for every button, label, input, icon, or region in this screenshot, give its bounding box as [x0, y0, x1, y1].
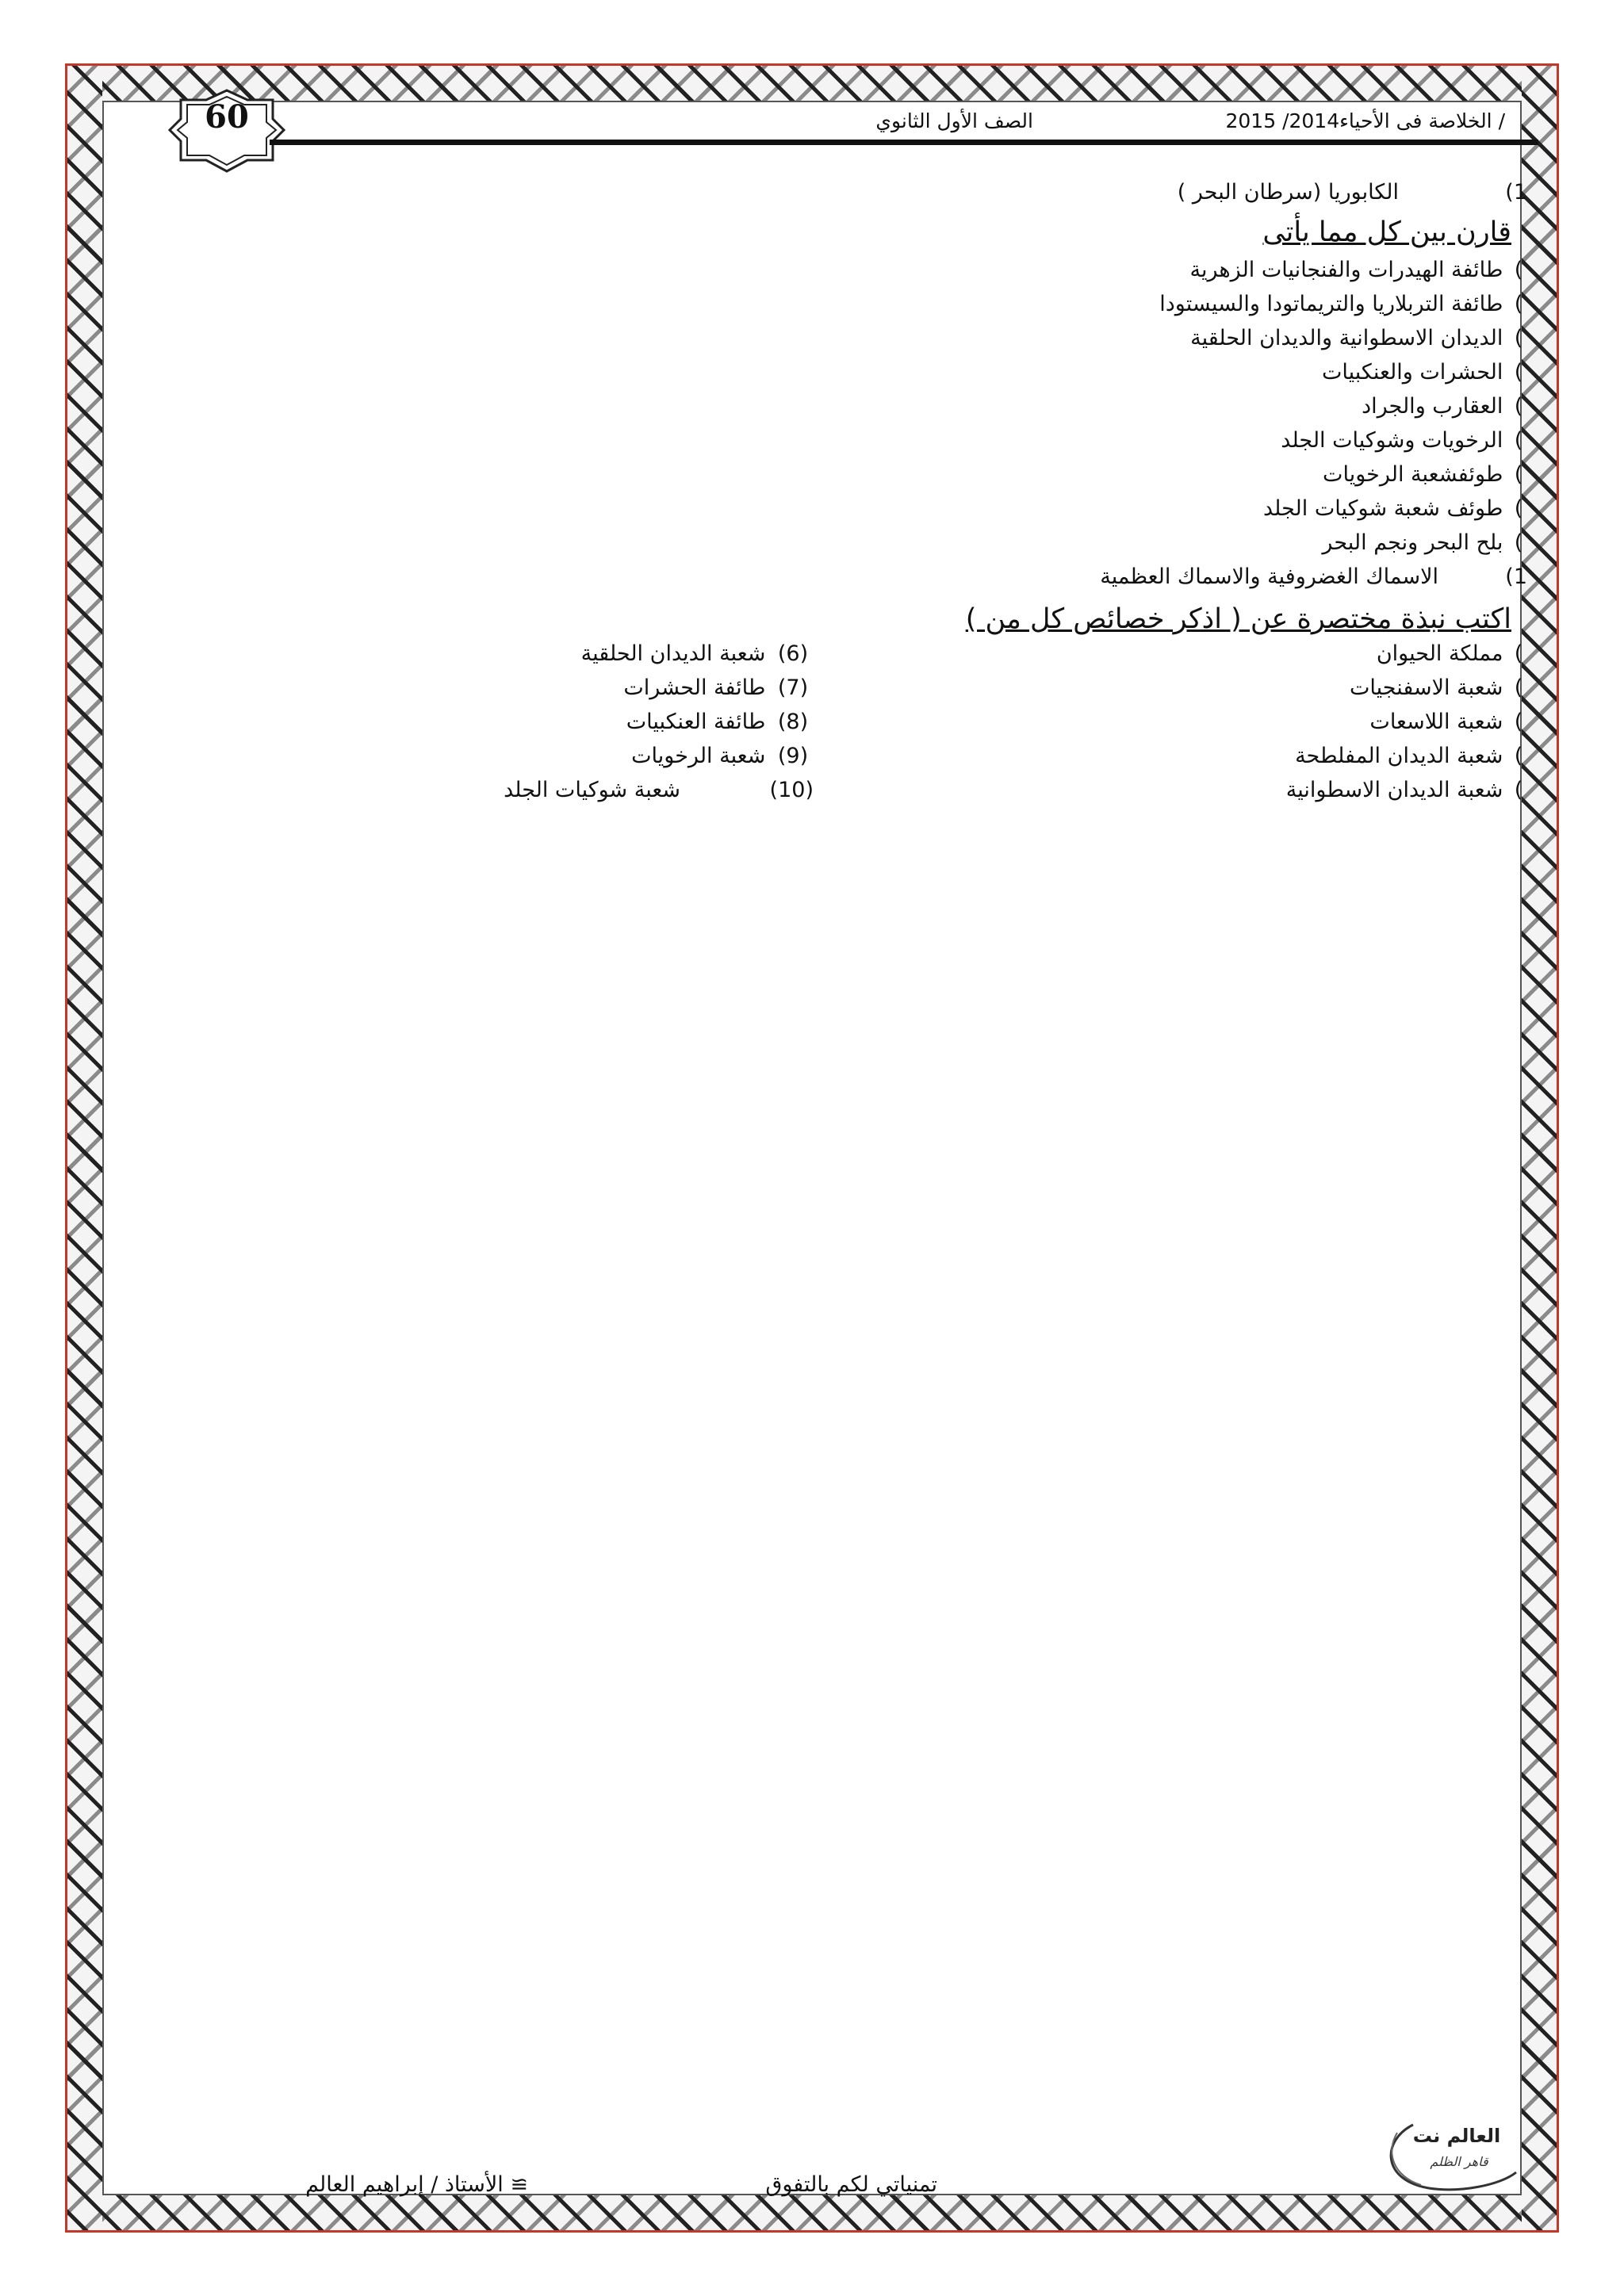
seal-line-2: قاهر الظلم: [1430, 2154, 1488, 2169]
brief-item: ) شعبة الاسفنجيات: [1350, 675, 1523, 700]
grade-label: الصف الأول الثانوي: [875, 109, 1033, 132]
seal-swoosh-icon: [1365, 2109, 1524, 2196]
compare-item: ) طوئف شعبة شوكيات الجلد: [1263, 496, 1523, 521]
page-content-area: [102, 101, 1522, 2195]
item-text: الكابوريا (سرطان البحر ): [1177, 180, 1399, 205]
compare-item: ) طائفة التربلاريا والتريماتودا والسيستودا: [1159, 292, 1523, 316]
page-number-badge: [168, 89, 285, 155]
document-title: / الخلاصة فى الأحياء2014/ 2015: [1225, 109, 1505, 132]
seal-logo: [1365, 2109, 1524, 2196]
brief-item: ) شعبة الديدان الاسطوانية: [1285, 778, 1523, 802]
item-number: 1): [1505, 180, 1527, 205]
decorative-border-right: [1522, 66, 1557, 2230]
brief-item: ) مملكة الحيوان: [1376, 641, 1523, 666]
compare-heading: قارن بين كل مما يأتى: [1262, 216, 1511, 248]
seal-line-1: العالم نت: [1412, 2125, 1501, 2147]
brief-item: ) شعبة اللاسعات: [1369, 710, 1523, 734]
crab-item: [1178, 178, 1527, 208]
item-number: 1): [1505, 564, 1527, 589]
brief-item-numbered: (6) شعبة الديدان الحلقية: [580, 641, 809, 666]
brief-heading: اكتب نبذة مختصرة عن ( اذكر خصائص كل من ): [965, 603, 1511, 635]
brief-item-numbered: (8) طائفة العنكبيات: [626, 710, 809, 734]
page-number: 60: [205, 98, 249, 136]
compare-item: ) بلح البحر ونجم البحر: [1322, 530, 1523, 555]
compare-item: ) الرخويات وشوكيات الجلد: [1281, 428, 1523, 453]
decorative-border-top: [67, 66, 1557, 101]
decorative-border-bottom: [67, 2195, 1557, 2230]
compare-item: ) الحشرات والعنكبيات: [1321, 360, 1523, 385]
compare-item: ) الديدان الاسطوانية والديدان الحلقية: [1190, 326, 1523, 350]
brief-item-numbered: (7) طائفة الحشرات: [623, 675, 809, 700]
brief-item-numbered: (9) شعبة الرخويات: [631, 744, 809, 768]
compare-item: ) طوئفشعبة الرخويات: [1323, 462, 1523, 487]
compare-item: ) طائفة الهيدرات والفنجانيات الزهرية: [1189, 258, 1523, 282]
compare-item: ) العقارب والجراد: [1362, 394, 1523, 419]
footer-teacher: ≅ الأستاذ / إبراهيم العالم: [305, 2172, 528, 2197]
brief-item-numbered: (10)شعبة شوكيات الجلد: [504, 778, 814, 802]
brief-item: ) شعبة الديدان المفلطحة: [1295, 744, 1523, 768]
compare-item-last: 1)الاسماك الغضروفية والاسماك العظمية: [1100, 562, 1527, 592]
decorative-border-left: [67, 66, 102, 2230]
header-rule: [270, 140, 1538, 145]
footer-wish: تمنياتي لكم بالتفوق: [765, 2172, 937, 2197]
